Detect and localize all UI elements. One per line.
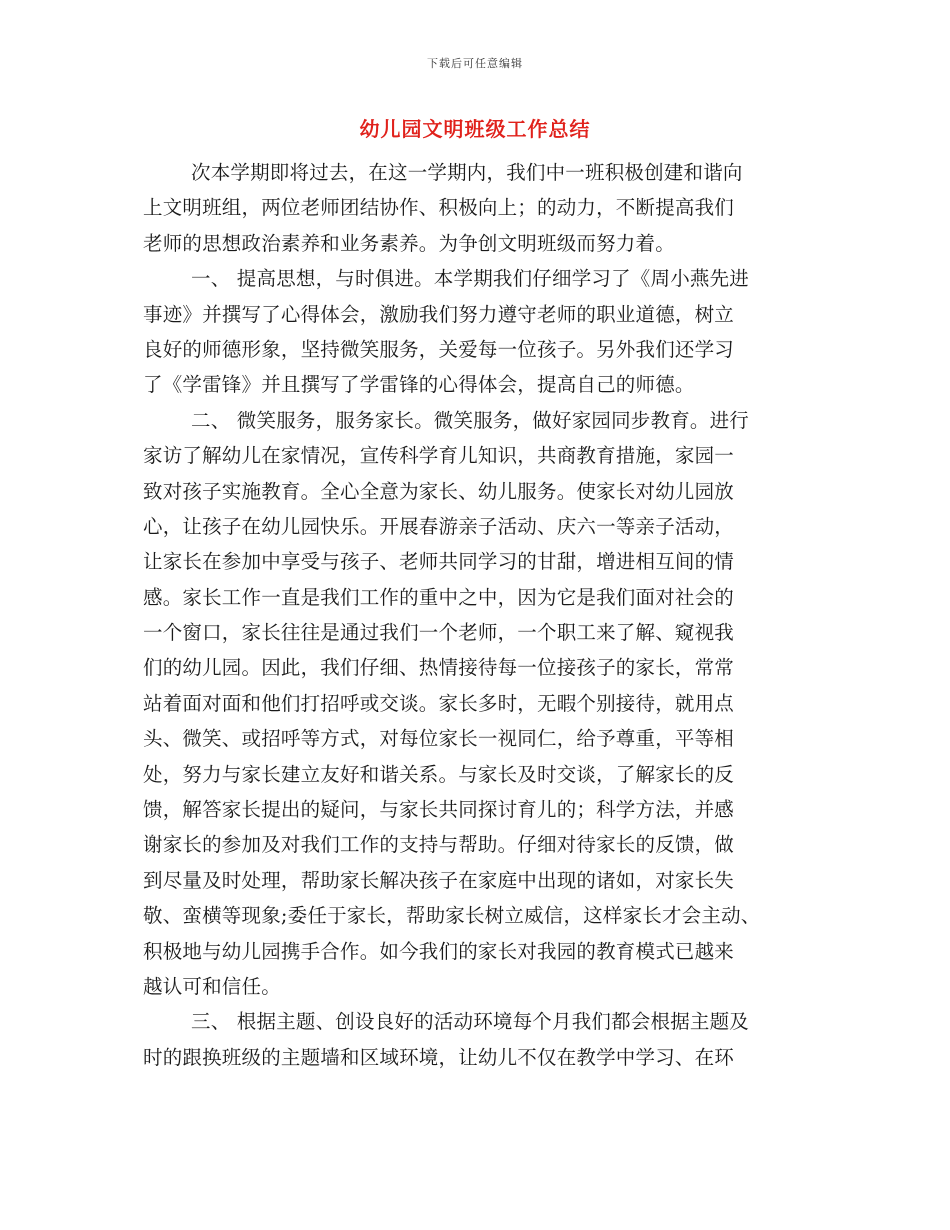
text-line: 一、 提高思想，与时俱进。本学期我们仔细学习了《周小燕先进: [191, 267, 749, 291]
text-line: 老师的思想政治素养和业务素养。为争创文明班级而努力着。: [143, 231, 675, 255]
text-line: 处，努力与家长建立友好和谐关系。与家长及时交谈，了解家长的反: [143, 762, 735, 786]
text-line: 事迹》并撰写了心得体会，激励我们努力遵守老师的职业道德，树立: [143, 302, 735, 326]
text-line: 越认可和信任。: [143, 974, 281, 998]
text-line: 一个窗口，家长往往是通过我们一个老师，一个职工来了解、窥视我: [143, 621, 735, 645]
text-line: 三、 根据主题、创设良好的活动环境每个月我们都会根据主题及: [191, 1010, 749, 1034]
document-body: [143, 155, 815, 1075]
text-line: 了《学雷锋》并且撰写了学雷锋的心得体会，提高自己的师德。: [143, 373, 695, 397]
document-title: 幼儿园文明班级工作总结: [359, 117, 591, 141]
text-line: 馈，解答家长提出的疑问，与家长共同探讨育儿的；科学方法，并感: [143, 798, 735, 822]
header-note: 下载后可任意编辑: [427, 57, 523, 70]
text-line: 站着面对面和他们打招呼或交谈。家长多时，无暇个别接待，就用点: [143, 691, 735, 715]
text-line: 二、 微笑服务，服务家长。微笑服务，做好家园同步教育。进行: [191, 408, 749, 432]
text-line: 谢家长的参加及对我们工作的支持与帮助。仔细对待家长的反馈，做: [143, 833, 735, 857]
text-line: 到尽量及时处理，帮助家长解决孩子在家庭中出现的诸如，对家长失: [143, 868, 735, 892]
text-line: 敬、蛮横等现象;委任于家长，帮助家长树立威信，这样家长才会主动、: [143, 904, 761, 928]
text-line: 积极地与幼儿园携手合作。如今我们的家长对我园的教育模式已越来: [143, 939, 735, 963]
text-line: 上文明班组，两位老师团结协作、积极向上；的动力，不断提高我们: [143, 196, 735, 220]
text-line: 感。家长工作一直是我们工作的重中之中，因为它是我们面对社会的: [143, 585, 735, 609]
text-line: 致对孩子实施教育。全心全意为家长、幼儿服务。使家长对幼儿园放: [143, 479, 735, 503]
text-line: 次本学期即将过去，在这一学期内，我们中一班积极创建和谐向: [191, 161, 743, 184]
text-line: 时的跟换班级的主题墙和区域环境，让幼儿不仅在教学中学习、在环: [143, 1045, 735, 1069]
text-line: 头、微笑、或招呼等方式，对每位家长一视同仁，给予尊重，平等相: [143, 727, 735, 751]
text-line: 让家长在参加中享受与孩子、老师共同学习的甘甜，增进相互间的情: [143, 550, 735, 574]
text-line: 心，让孩子在幼儿园快乐。开展春游亲子活动、庆六一等亲子活动，: [143, 514, 735, 538]
text-line: 家访了解幼儿在家情况，宣传科学育儿知识，共商教育措施，家园一: [143, 444, 735, 468]
text-line: 良好的师德形象，坚持微笑服务，关爱每一位孩子。另外我们还学习: [143, 337, 735, 361]
text-line: 们的幼儿园。因此，我们仔细、热情接待每一位接孩子的家长，常常: [143, 656, 735, 680]
